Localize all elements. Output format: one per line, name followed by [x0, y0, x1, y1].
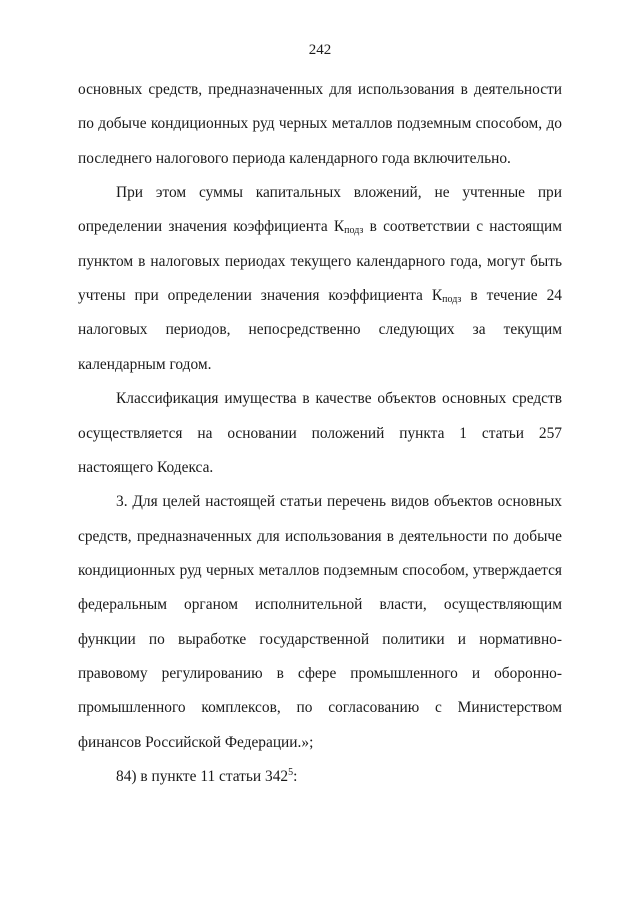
paragraph-item-3: 3. Для целей настоящей статьи перечень видов объектов основных средств, предназначенных для использования в деятельности по добыче кондиционных руд черных металлов подземным способом, утверждается федеральным органом исполнительной власти, осуществляющим функции по выработке государственной политики и нормативно-правовому регулированию в сфере промышленного и оборонно-промышленного комплексов, по согласованию с Министерством финансов Российской Федерации.»; — [78, 493, 562, 751]
paragraph-continuation: основных средств, предназначенных для использования в деятельности по добыче кондиционных руд черных металлов подземным способом, до последнего налогового периода календарного года включительно. — [78, 81, 562, 167]
paragraph-text: в течение 24 налоговых периодов, непосредственно следующих за текущим календарным годом. — [78, 287, 562, 373]
superscript-5: 5 — [288, 767, 294, 779]
paragraph-item-84 — [78, 760, 562, 794]
subscript-podz: подз — [442, 294, 462, 306]
paragraph-text: 84) в пункте 11 статьи 342 — [116, 768, 289, 786]
paragraph-capital-investments — [78, 176, 562, 382]
subscript-podz: подз — [344, 225, 364, 237]
paragraph-text: в соответствии с настоящим пунктом в налоговых периодах текущего календарного года, могут быть учтены при определении значения коэффициента К — [78, 218, 563, 305]
page-number: 242 — [308, 42, 332, 58]
paragraph-classification: Классификация имущества в качестве объектов основных средств осуществляется на основании положений пункта 1 статьи 257 настоящего Кодекса. — [78, 390, 562, 476]
document-body — [78, 73, 562, 795]
paragraph-text: : — [293, 768, 298, 786]
paragraph-text: При этом суммы капитальных вложений, не учтенные при определении значения коэффициента К — [78, 184, 562, 236]
